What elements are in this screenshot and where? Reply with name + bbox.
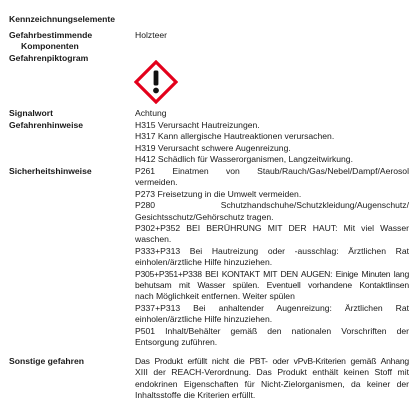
other-hazards-line: endokrinen Eigenschaften für Nicht-Zielorganismen, da keiner der <box>135 378 409 389</box>
exclamation-mark-ghs07-icon <box>134 60 178 104</box>
precautionary-statement-line: einholen/ärztliche Hilfe hinzuziehen. <box>135 314 273 325</box>
other-hazards-label: Sonstige gefahren <box>9 356 84 366</box>
hazard-statements-list <box>135 120 409 166</box>
pictogram-row <box>9 53 409 67</box>
precautionary-statement-line: P501 Inhalt/Behälter gemäß den nationalen Vorschriften der <box>135 325 409 336</box>
precautionary-statement-line: Entsorgung zuführen. <box>135 337 218 348</box>
precautionary-statement-line: nach Möglichkeit entfernen. Weiter spülen <box>135 291 295 302</box>
hazard-statement: H317 Kann allergische Hautreaktionen verursachen. <box>135 131 335 142</box>
hazard-components-label-line-2: Komponenten <box>21 41 79 52</box>
signal-word-label: Signalwort <box>9 108 53 118</box>
hazard-statements-label: Gefahrenhinweise <box>9 120 84 130</box>
precautionary-statements-row <box>9 166 409 356</box>
precautionary-statement-line: behutsam mit Wasser spülen. Eventuell vorhandene Kontaktlinsen <box>135 280 409 291</box>
other-hazards-line: Das Produkt erfüllt nicht die PBT- oder vPvB-Kriterien gemäß Anhang <box>135 356 409 366</box>
precautionary-statement-line: einholen/ärztliche Hilfe hinzuziehen. <box>135 257 273 268</box>
hazard-statement: H315 Verursacht Hautreizungen. <box>135 120 260 130</box>
signal-word-value: Achtung <box>135 108 167 118</box>
other-hazards-text <box>135 356 409 402</box>
precautionary-statements-label: Sicherheitshinweise <box>9 166 92 176</box>
hazard-statement: H412 Schädlich für Wasserorganismen, Langzeitwirkung. <box>135 154 353 165</box>
other-hazards-line: XIII der REACH-Verordnung. Das Produkt enthält keinen Stoff mit <box>135 367 409 378</box>
precautionary-statement-line: P273 Freisetzung in die Umwelt vermeiden. <box>135 188 302 199</box>
precautionary-statement-line: P305+P351+P338 BEI KONTAKT MIT DEN AUGEN: Einige Minuten lang <box>135 268 409 279</box>
pictogram-label: Gefahrenpiktogram <box>9 53 89 63</box>
hazard-components-label <box>9 30 131 53</box>
hazard-components-value: Holzteer <box>135 30 167 40</box>
hazard-statements-row <box>9 120 409 168</box>
precautionary-statement-line: P337+P313 Bei anhaltender Augenreizung: Ärztlichen Rat <box>135 302 409 313</box>
section-title: Kennzeichnungselemente <box>9 14 116 24</box>
precautionary-statements-list <box>135 166 409 349</box>
precautionary-statement-line: vermeiden. <box>135 177 178 188</box>
signal-word-row <box>9 108 409 120</box>
other-hazards-row <box>9 356 409 404</box>
precautionary-statement-line: P280 Schutzhandschuhe/Schutzkleidung/Augenschutz/ <box>135 200 409 211</box>
precautionary-statement-line: P333+P313 Bei Hautreizung oder -ausschlag: Ärztlichen Rat <box>135 245 409 256</box>
hazard-statement: H319 Verursacht schwere Augenreizung. <box>135 142 291 153</box>
precautionary-statement-line: Gesichtsschutz/Gehörschutz tragen. <box>135 211 274 222</box>
precautionary-statement-line: P302+P352 BEI BERÜHRUNG MIT DER HAUT: Mit viel Wasser <box>135 223 409 234</box>
hazard-components-label-line-1: Gefahrbestimmende <box>9 30 93 40</box>
precautionary-statement-line: waschen. <box>135 234 172 245</box>
other-hazards-line: Inhaltsstoffe die Kriterien erfüllt. <box>135 390 256 401</box>
precautionary-statement-line: P261 Einatmen von Staub/Rauch/Gas/Nebel/Dampf/Aerosol <box>135 166 409 176</box>
